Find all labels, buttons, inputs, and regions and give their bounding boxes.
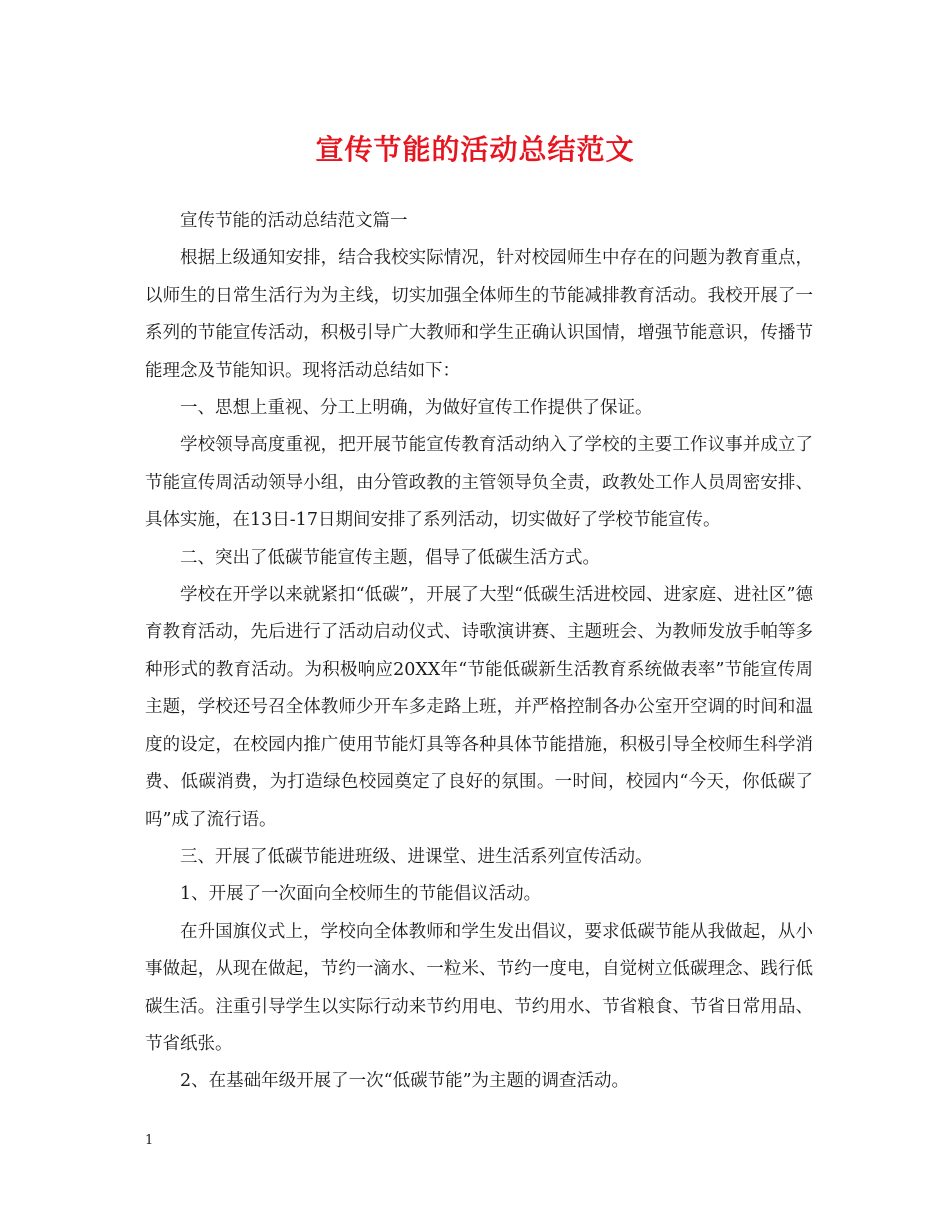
subsection-heading-one: 1、开展了一次面向全校师生的节能倡议活动。: [180, 884, 542, 905]
subsection-heading-two: 2、在基础年级开展了一次“低碳节能”为主题的调查活动。: [180, 1071, 630, 1092]
subsection-one-paragraph: 在升国旗仪式上，学校向全体教师和学生发出倡议，要求低碳节能从我做起，从小事做起，从现在做起，节约一滴水、一粒米、节约一度电，自觉树立低碳理念、践行低碳生活。注重引导学生以实际行动来节约用电、节约用水、节省粮食、节省日常用品、节省纸张。: [145, 921, 813, 1054]
intro-paragraph: 根据上级通知安排，结合我校实际情况，针对校园师生中存在的问题为教育重点，以师生的日常生活行为为主线，切实加强全体师生的节能减排教育活动。我校开展了一系列的节能宣传活动，积极引导广大教师和学生正确认识国情，增强节能意识，传播节能理念及节能知识。现将活动总结如下：: [145, 248, 813, 381]
section-one-paragraph: 学校领导高度重视，把开展节能宣传教育活动纳入了学校的主要工作议事并成立了节能宣传周活动领导小组，由分管政教的主管领导负全责，政教处工作人员周密安排、具体实施，在13日-17日期间安排了系列活动，切实做好了学校节能宣传。: [145, 435, 813, 531]
section-heading-article-one: 宣传节能的活动总结范文篇一: [180, 211, 408, 231]
page-number: 1: [145, 1133, 154, 1148]
section-heading-two: 二、突出了低碳节能宣传主题，倡导了低碳生活方式。: [180, 547, 600, 568]
document-title: 宣传节能的活动总结范文: [315, 133, 635, 166]
document-body: [145, 203, 813, 1101]
section-heading-one: 一、思想上重视、分工上明确，为做好宣传工作提供了保证。: [180, 398, 653, 419]
section-two-paragraph: 学校在开学以来就紧扣“低碳”，开展了大型“低碳生活进校园、进家庭、进社区”德育教育活动，先后进行了活动启动仪式、诗歌演讲赛、主题班会、为教师发放手帕等多种形式的教育活动。为积极响应20XX年“节能低碳新生活教育系统做表率”节能宣传周主题，学校还号召全体教师少开车多走路上班，并严格控制各办公室开空调的时间和温度的设定，在校园内推广使用节能灯具等各种具体节能措施，积极引导全校师生科学消费、低碳消费，为打造绿色校园奠定了良好的氛围。一时间，校园内“今天，你低碳了吗”成了流行语。: [145, 585, 813, 830]
section-heading-three: 三、开展了低碳节能进班级、进课堂、进生活系列宣传活动。: [180, 846, 653, 867]
